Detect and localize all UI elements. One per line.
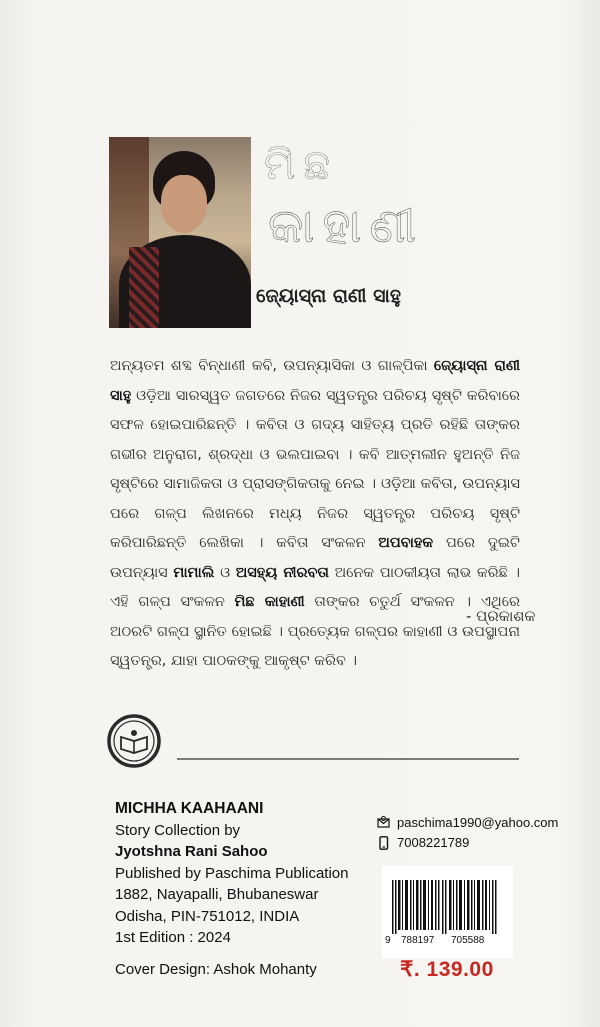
divider-line xyxy=(177,758,519,760)
author-name: ଜ୍ୟୋସ୍ନା ରାଣୀ ସାହୁ xyxy=(256,285,401,307)
isbn-barcode xyxy=(382,866,513,958)
edition: 1st Edition : 2024 xyxy=(115,929,231,946)
book-title xyxy=(262,140,425,275)
phone-text: 7008221789 xyxy=(397,835,470,850)
blurb-part: ଓ xyxy=(220,564,231,581)
title-line-2: କାହାଣୀ xyxy=(268,198,425,254)
address-line-2: Odisha, PIN-751012, INDIA xyxy=(115,907,300,925)
price: ₹. 139.00 xyxy=(400,958,494,981)
cover-design-credit: Cover Design: Ashok Mohanty xyxy=(115,961,317,978)
phone-icon xyxy=(377,836,390,850)
photo-face xyxy=(161,175,207,233)
blurb-part: ଅନେକ ପାଠକୀୟତା ଲାଭ କରିଛି । ଏହି ଗଳ୍ପ ସଂକଳନ xyxy=(110,564,521,610)
blurb-book-title: ମିଛ କାହାଣୀ xyxy=(234,594,305,610)
email-icon xyxy=(377,816,390,829)
barcode-digits-1: 788197 xyxy=(401,935,435,946)
contact-email xyxy=(377,815,558,830)
publisher-logo-icon xyxy=(106,713,162,769)
blurb-part: ପରେ ଦୁଇଟି ଉପନ୍ୟାସ xyxy=(110,535,520,581)
photo-scarf xyxy=(129,247,159,328)
blurb-part: ଓଡ଼ିଆ ସାରସ୍ୱତ ଜଗତରେ ନିଜର ସ୍ୱତନ୍ତ୍ର ପରିଚୟ ସୃଷ୍ଟି କରିବାରେ ସଫଳ ହୋଇପାରିଛନ୍ତି । କବିତା ଓ ଗଦ୍ୟ ସାହିତ୍ୟ ପ୍ରତି ରହିଛି ତାଙ୍କର ଗଭୀର ଅନୁରାଗ, ଶ୍ରଦ୍ଧା ଓ ଭଲପାଇବା । କବି ଆତ୍ମଲୀନ ହୁଅନ୍ତି ନିଜ ସୃଷ୍ଟିରେ ସାମାଜିକତା ଓ ପ୍ରାସଙ୍ଗିକତାକୁ ନେଇ । ଓଡ଼ିଆ କବିତା, ଉପନ୍ୟାସ ପରେ ଗଳ୍ପ ଲିଖନରେ ମଧ୍ୟ ନିଜର ସ୍ୱତନ୍ତ୍ର ପରିଚୟ ସୃଷ୍ଟି କରିପାରିଛନ୍ତି ଲେଖିକା । କବିତା ସଂକଳନ xyxy=(110,387,521,551)
blurb-text xyxy=(110,352,520,677)
book-genre: Story Collection by xyxy=(115,821,241,839)
blurb-book-2: ମାମାଲି xyxy=(173,564,215,581)
email-text: paschima1990@yahoo.com xyxy=(397,815,559,830)
blurb-part: ତାଙ୍କର ଚତୁର୍ଥ ସଂକଳନ । ଏଥିରେ ଅଠରଟି ଗଳ୍ପ ସ୍ଥାନିତ ହୋଇଛି । ପ୍ରତ୍ୟେକ ଗଳ୍ପର କାହାଣୀ ଓ ଉପସ୍ଥାପନା ସ୍ୱତନ୍ତ୍ର, ଯାହା ପାଠକଙ୍କୁ ଆକୃଷ୍ଟ କରିବ । xyxy=(110,594,521,669)
barcode-digit-lead: 9 xyxy=(385,935,391,946)
blurb-author: ଜ୍ୟୋସ୍ନା ରାଣୀ ସାହୁ xyxy=(110,358,520,404)
blurb-book-1: ଅପବାହକ xyxy=(378,535,434,551)
book-author-english: Jyotshna Rani Sahoo xyxy=(115,843,268,860)
publisher-signature: - ପ୍ରକାଶକ xyxy=(466,607,536,625)
book-info xyxy=(115,798,348,949)
blurb-book-3: ଅସହ୍ୟ ନୀରବତା xyxy=(235,564,329,581)
barcode-digits-2: 705588 xyxy=(451,935,485,946)
contact-phone xyxy=(377,835,469,850)
author-photo xyxy=(109,137,251,328)
address-line-1: 1882, Nayapalli, Bhubaneswar xyxy=(115,886,319,903)
title-line-1: ମିଛ xyxy=(264,140,339,189)
publisher: Published by Paschima Publication xyxy=(115,864,349,882)
blurb-part: ଅନ୍ୟତମ ଶବ୍ଦ ବିନ୍ଧାଣୀ କବି, ଉପନ୍ୟାସିକା ଓ ଗାଳ୍ପିକା xyxy=(110,358,428,374)
barcode-bars xyxy=(392,880,502,934)
book-title-english: MICHHA KAAHAANI xyxy=(115,800,264,817)
